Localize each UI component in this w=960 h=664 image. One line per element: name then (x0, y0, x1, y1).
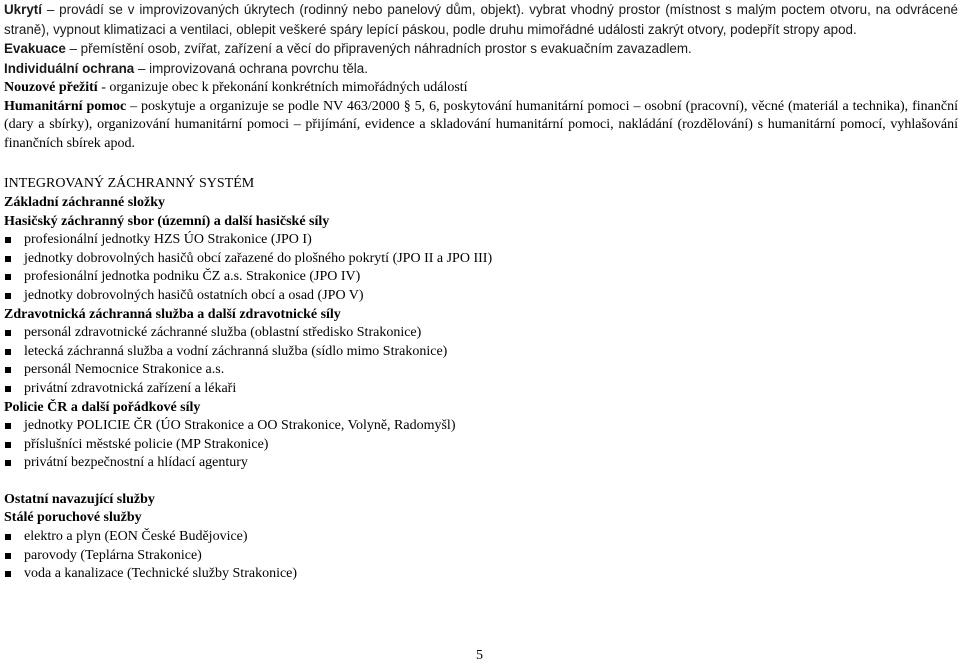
hasici-heading: Hasičský záchranný sbor (územní) a další hasičské síly (4, 213, 330, 229)
term-ochrana: Individuální ochrana (4, 60, 135, 76)
page-number: 5 (476, 648, 483, 663)
text-ochrana: – improvizovaná ochrana povrchu těla. (134, 60, 368, 76)
zdravotnicka-list (4, 324, 958, 398)
paragraph-pomoc (4, 98, 958, 154)
list-item: letecká záchranná služba a vodní záchranná služba (sídlo mimo Strakonice) (4, 343, 958, 362)
list-item: personál zdravotnické záchranné služba (oblastní středisko Strakonice) (4, 324, 958, 343)
term-preziti: Nouzové přežití (4, 80, 98, 95)
policie-list (4, 417, 958, 473)
ostatni-heading: Ostatní navazující služby (4, 491, 155, 507)
izs-title: INTEGROVANÝ ZÁCHRANNÝ SYSTÉM (4, 176, 255, 192)
basic-heading: Základní záchranné složky (4, 194, 166, 210)
paragraph-ochrana (4, 59, 958, 79)
izs-section (4, 175, 958, 583)
list-item: personál Nemocnice Strakonice a.s. (4, 361, 958, 380)
list-item: jednotky dobrovolných hasičů obcí zařazené do plošného pokrytí (JPO II a JPO III) (4, 250, 958, 269)
list-item: jednotky dobrovolných hasičů ostatních obcí a osad (JPO V) (4, 287, 958, 306)
text-preziti: - organizuje obec k překonání konkrétních mimořádných událostí (97, 80, 468, 95)
text-evakuace: – přemístění osob, zvířat, zařízení a věcí do připravených náhradních prostor s evakuačním zavazadlem. (65, 41, 692, 56)
paragraph-ukryti (4, 0, 958, 39)
list-item: privátní bezpečnostní a hlídací agentury (4, 454, 958, 473)
list-item: privátní zdravotnická zařízení a lékaři (4, 380, 958, 399)
poruchove-list (4, 528, 958, 584)
list-item: voda a kanalizace (Technické služby Strakonice) (4, 565, 958, 584)
text-ukryti: – provádí se v improvizovaných úkrytech (rodinný nebo panelový dům, objekt). vybrat vhodný prostor (místnost s malým poctem otvoru, na odvrácené straně), vypnout klimatizaci a ventilaci, oblepit veškeré spáry lepící páskou, podle druhu mimořádné události zakrýt otvory, podepřít stropy apod. (4, 2, 958, 37)
paragraph-preziti (4, 79, 958, 98)
list-item: parovody (Teplárna Strakonice) (4, 547, 958, 566)
paragraph-evakuace (4, 39, 958, 59)
term-pomoc: Humanitární pomoc (4, 98, 127, 114)
zdravotnicka-heading: Zdravotnická záchranná služba a další zdravotnické síly (4, 306, 341, 322)
document-page (4, 0, 958, 584)
poruchove-heading: Stálé poruchové služby (4, 510, 142, 526)
intro-serif-section (4, 79, 958, 153)
spacer (4, 473, 958, 491)
text-pomoc: – poskytuje a organizuje se podle NV 463/2000 § 5, 6, poskytování humanitární pomoci – osobní (pracovní), věcné (materiál a technika), finanční (dary a sbírky), organizování humanitární pomoci – přijímání, evidence a skladování humanitární pomoci, nakládání (rozdělování) s humanitární pomocí, vyhlašování finančních sbírek apod. (4, 98, 958, 151)
policie-heading: Policie ČR a další pořádkové síly (4, 399, 201, 415)
hasici-list (4, 231, 958, 305)
list-item: elektro a plyn (EON České Budějovice) (4, 528, 958, 547)
term-ukryti: Ukrytí (4, 2, 42, 17)
term-evakuace: Evakuace (4, 41, 66, 56)
list-item: jednotky POLICIE ČR (ÚO Strakonice a OO Strakonice, Volyně, Radomyšl) (4, 417, 958, 436)
list-item: příslušníci městské policie (MP Strakonice) (4, 436, 958, 455)
list-item: profesionální jednotky HZS ÚO Strakonice (JPO I) (4, 231, 958, 250)
intro-section (4, 0, 958, 78)
list-item: profesionální jednotka podniku ČZ a.s. Strakonice (JPO IV) (4, 268, 958, 287)
